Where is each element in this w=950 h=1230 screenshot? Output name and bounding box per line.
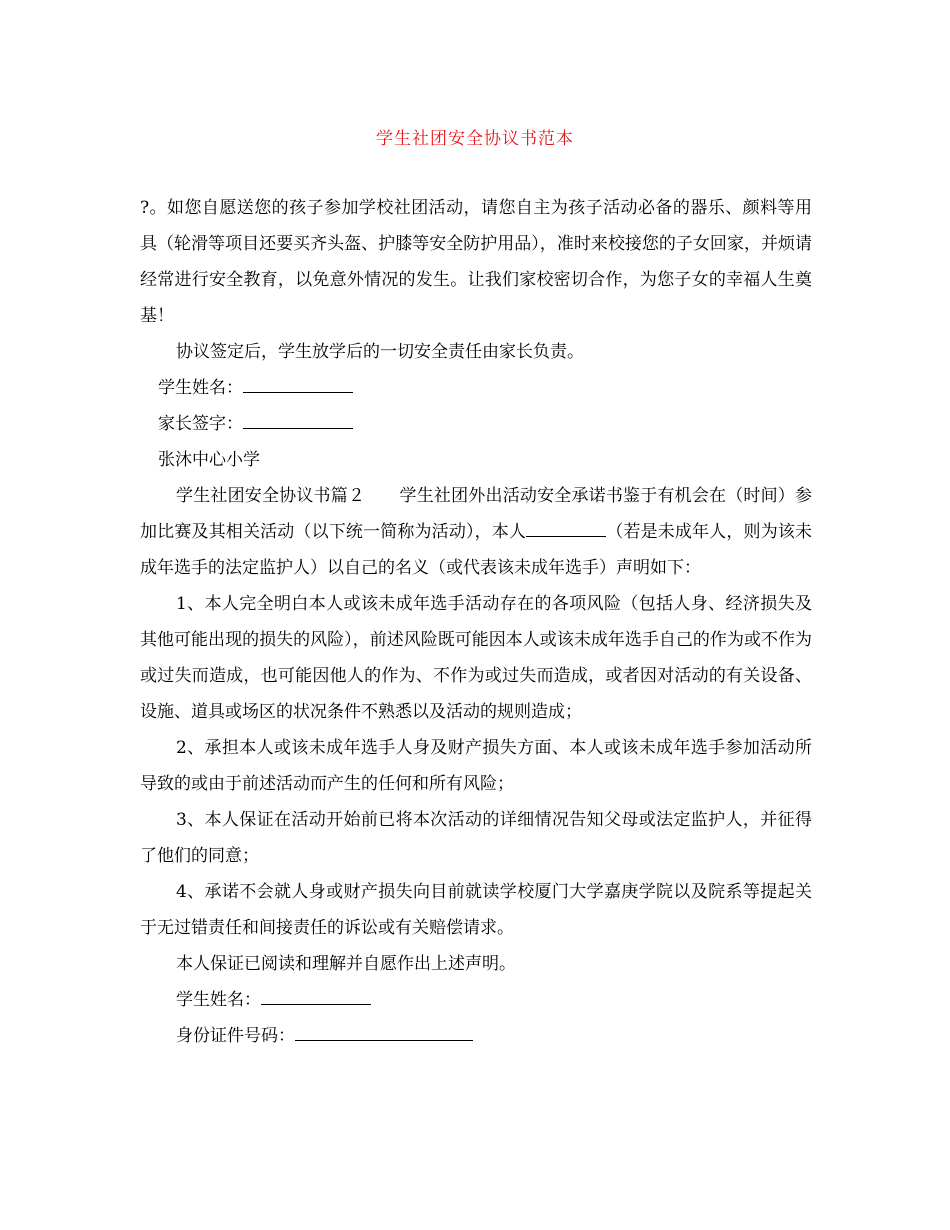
pledge-intro-part1: 学生社团安全协议书篇２ 学生社团外出活动安全承诺书鉴于有机会在（时间）参加比赛及其相关活动（以下统一简称为活动），本人 <box>140 486 812 542</box>
school-name: 张沐中心小学 <box>158 450 260 470</box>
student-name-blank <box>243 374 353 393</box>
pledge-item-4: 4、承诺不会就人身或财产损失向目前就读学校厦门大学嘉庚学院以及院系等提起关于无过错责任和间接责任的诉讼或有关赔偿请求。 <box>140 882 812 938</box>
pledge-intro-part2: （若是未成年人，则为该未成年选手的法定监护人）以自己的名义（或代表该未成年选手）声明如下： <box>140 522 813 578</box>
paragraph-intro: ?。如您自愿送您的孩子参加学校社团活动，请您自主为孩子活动必备的器乐、颜料等用具（轮滑等项目还要买齐头盔、护膝等安全防护用品），准时来校接您的子女回家，并烦请经常进行安全教育，以免意外情况的发生。让我们家校密切合作，为您子女的幸福人生奠基！ <box>140 198 812 326</box>
pledge-item-1: 1、本人完全明白本人或该未成年选手活动存在的各项风险（包括人身、经济损失及其他可能出现的损失的风险），前述风险既可能因本人或该未成年选手自己的作为或不作为或过失而造成，也可能因他人的作为、不作为或过失而造成，或者因对活动的有关设备、设施、道具或场区的状况条件不熟悉以及活动的规则造成； <box>140 594 812 722</box>
pledge-name-blank <box>526 518 606 537</box>
student-name-line <box>140 370 812 406</box>
id-number-label: 身份证件号码： <box>176 1026 295 1046</box>
parent-sign-line <box>140 406 812 442</box>
paragraph-responsibility: 协议签定后，学生放学后的一切安全责任由家长负责。 <box>176 342 584 362</box>
parent-sign-label: 家长签字： <box>158 414 243 434</box>
parent-sign-blank <box>243 410 353 429</box>
pledge-item-2: 2、承担本人或该未成年选手人身及财产损失方面、本人或该未成年选手参加活动所导致的或由于前述活动而产生的任何和所有风险； <box>140 738 812 794</box>
document-body <box>140 190 812 1054</box>
id-number-line <box>140 1018 812 1054</box>
document-title: 学生社团安全协议书范本 <box>376 129 574 149</box>
student-name-label-2: 学生姓名： <box>176 990 261 1010</box>
paragraph-pledge-intro <box>140 478 812 586</box>
student-name-label: 学生姓名： <box>158 378 243 398</box>
student-name-blank-2 <box>261 986 371 1005</box>
id-number-blank <box>295 1022 473 1041</box>
pledge-item-3: 3、本人保证在活动开始前已将本次活动的详细情况告知父母或法定监护人，并征得了他们的同意； <box>140 810 812 866</box>
statement: 本人保证已阅读和理解并自愿作出上述声明。 <box>176 954 516 974</box>
student-name-line-2 <box>140 982 812 1018</box>
